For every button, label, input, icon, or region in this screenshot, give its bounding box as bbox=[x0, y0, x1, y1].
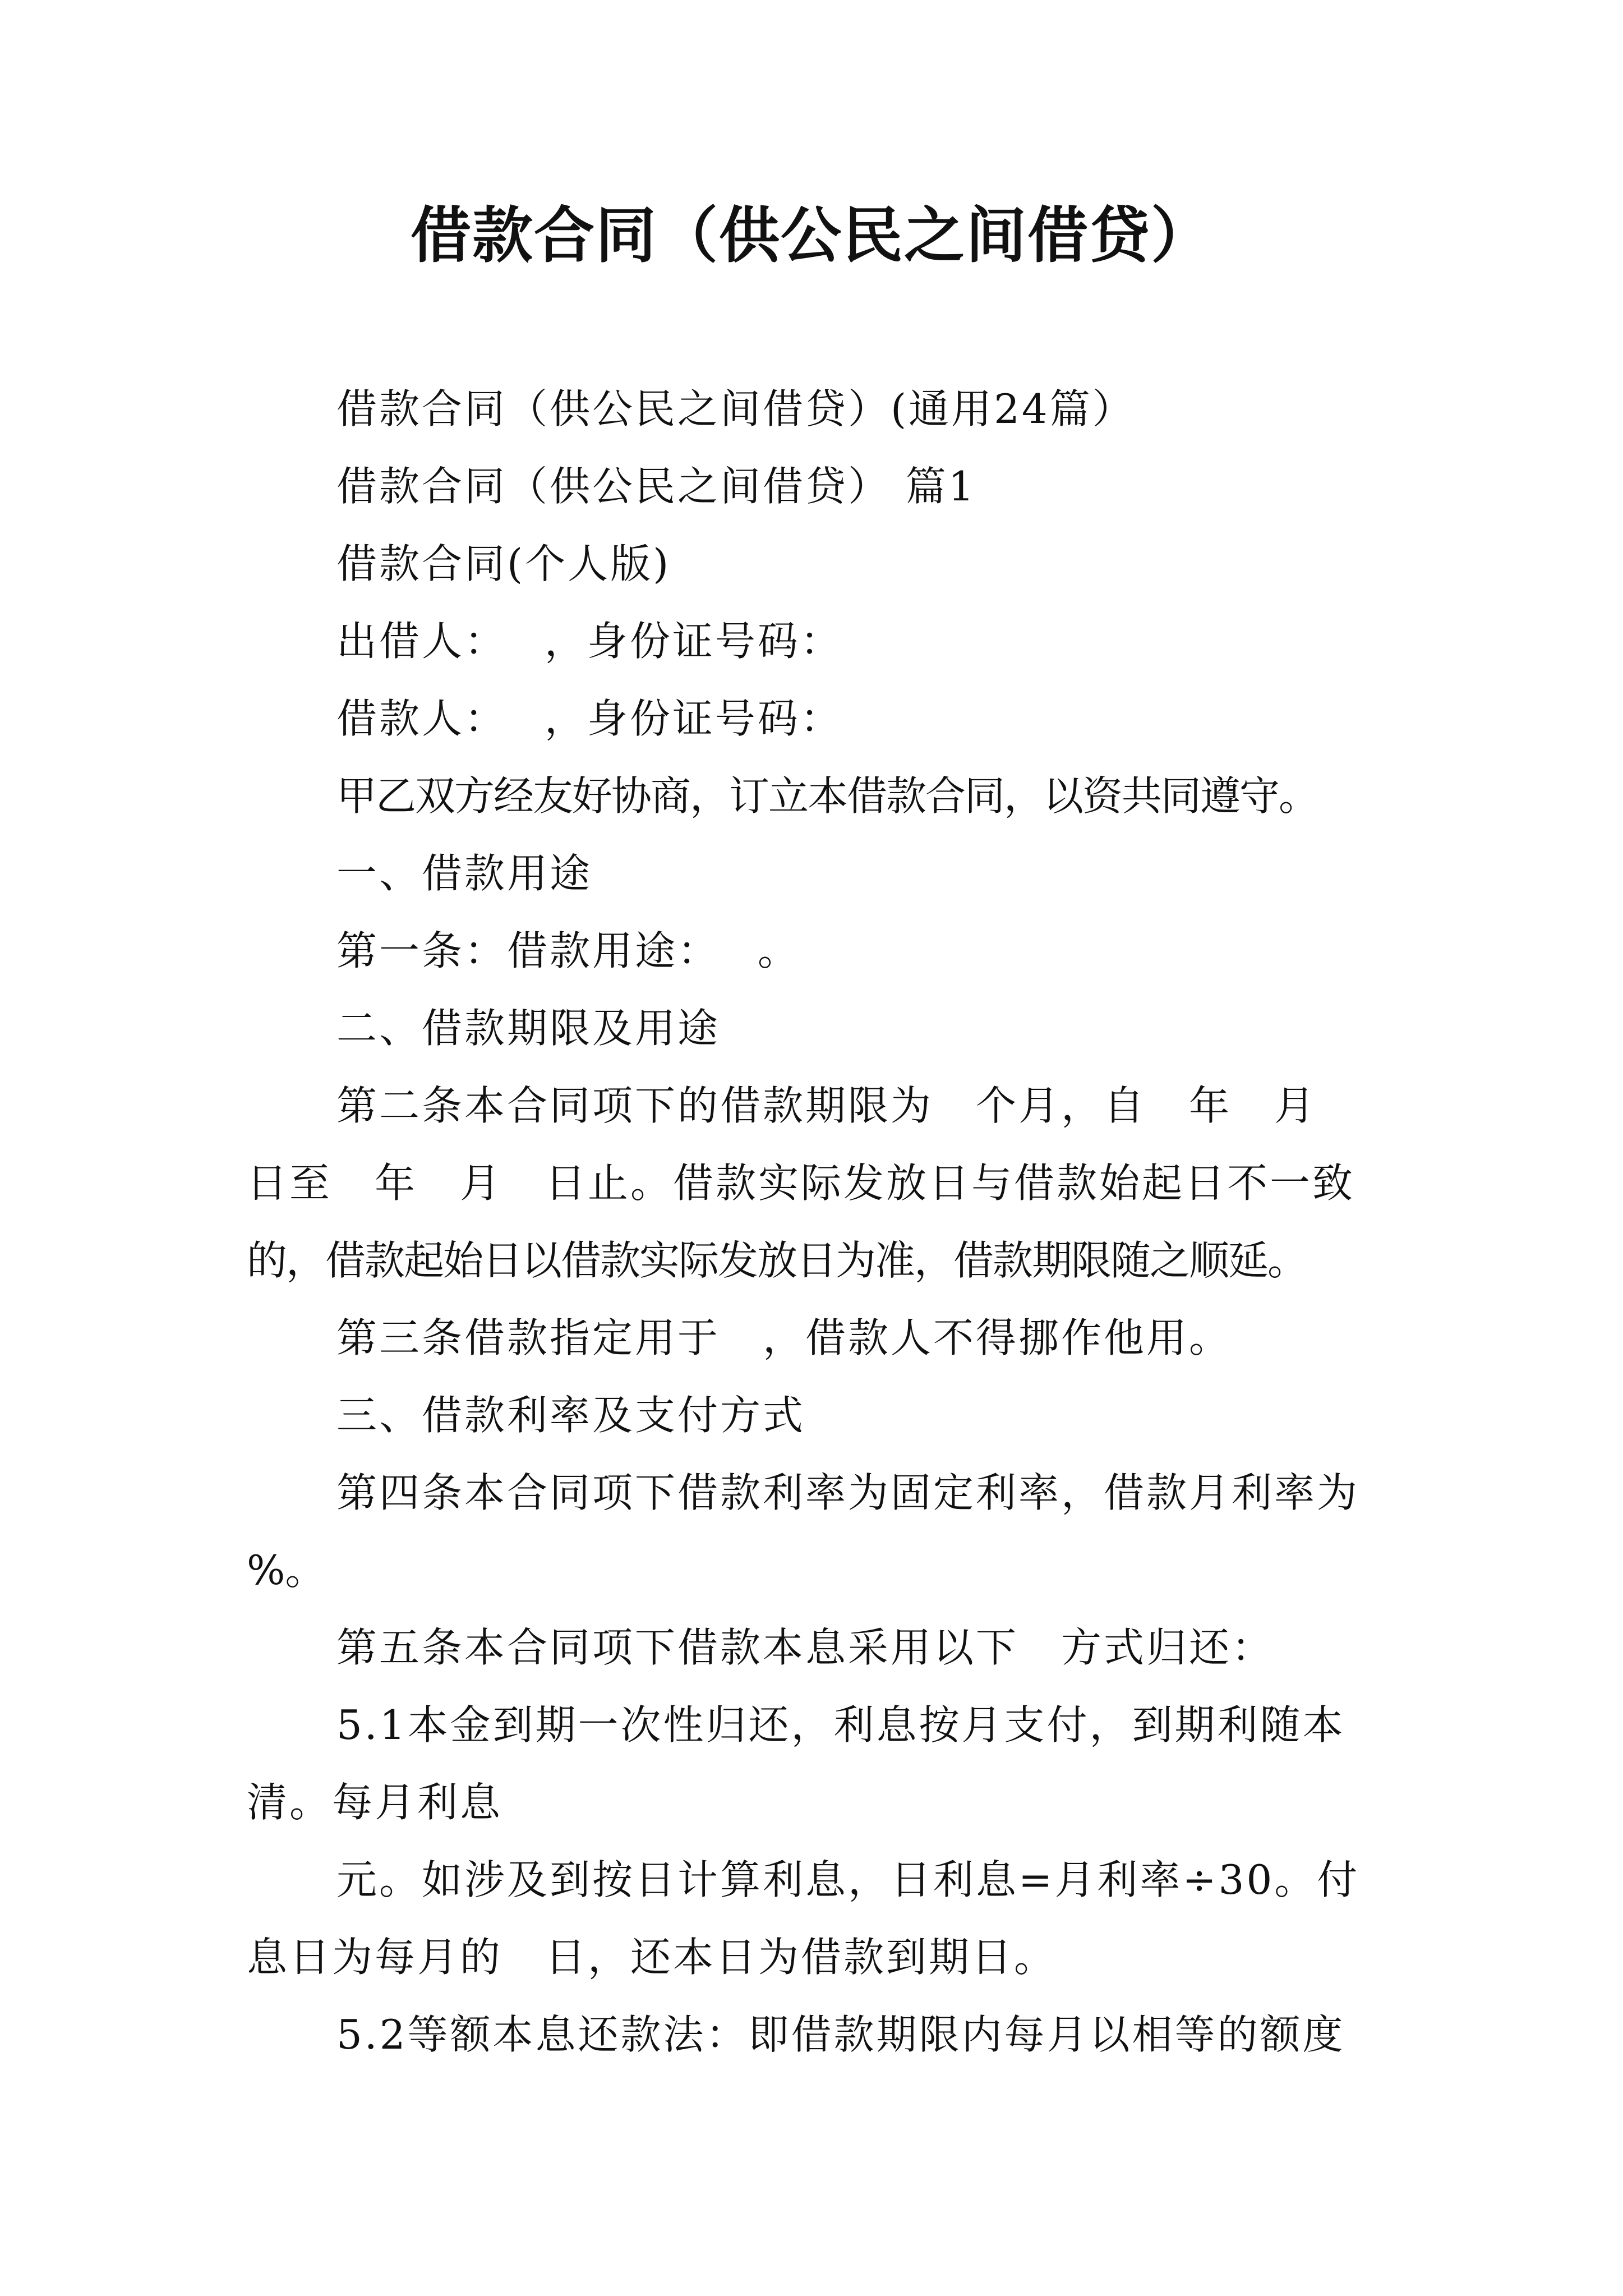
paragraph-line: 出借人： ，身份证号码： bbox=[336, 618, 843, 665]
paragraph-line: 息日为每月的 日，还本日为借款到期日。 bbox=[247, 1934, 1057, 1981]
paragraph-line: 的，借款起始日以借款实际发放日为准，借款期限随之顺延。 bbox=[247, 1237, 1307, 1284]
paragraph-line: 第五条本合同项下借款本息采用以下 方式归还： bbox=[336, 1624, 1275, 1671]
paragraph-line: 借款合同(个人版) bbox=[336, 540, 671, 587]
paragraph-line: 借款合同（供公民之间借贷）(通用24篇） bbox=[336, 385, 1135, 432]
paragraph-line: 借款合同（供公民之间借贷） 篇1 bbox=[336, 463, 976, 510]
paragraph-line: 第三条借款指定用于 ，借款人不得挪作他用。 bbox=[336, 1314, 1232, 1361]
document-title: 借款合同（供公民之间借贷） bbox=[410, 200, 1212, 271]
paragraph-line: 元。如涉及到按日计算利息，日利息=月利率÷30。付 bbox=[336, 1856, 1360, 1903]
paragraph-line: %。 bbox=[247, 1547, 326, 1594]
paragraph-line: 清。每月利息 bbox=[247, 1779, 503, 1826]
paragraph-line: 借款人： ，身份证号码： bbox=[336, 695, 843, 742]
paragraph-line: 日至 年 月 日止。借款实际发放日与借款始起日不一致 bbox=[247, 1159, 1355, 1207]
paragraph-line: 甲乙双方经友好协商，订立本借款合同，以资共同遵守。 bbox=[336, 772, 1318, 820]
section-heading: 一、借款用途 bbox=[336, 850, 593, 897]
paragraph-line: 第二条本合同项下的借款期限为 个月，自 年 月 bbox=[336, 1082, 1317, 1129]
section-heading: 三、借款利率及支付方式 bbox=[336, 1392, 806, 1439]
section-heading: 二、借款期限及用途 bbox=[336, 1005, 721, 1052]
document-body bbox=[247, 370, 1391, 2073]
paragraph-line: 第一条：借款用途： 。 bbox=[336, 927, 800, 974]
paragraph-line: 5.2等额本息还款法：即借款期限内每月以相等的额度 bbox=[336, 2011, 1345, 2058]
paragraph-line: 5.1本金到期一次性归还，利息按月支付，到期利随本 bbox=[336, 1701, 1345, 1749]
paragraph-line: 第四条本合同项下借款利率为固定利率，借款月利率为 bbox=[336, 1469, 1360, 1516]
